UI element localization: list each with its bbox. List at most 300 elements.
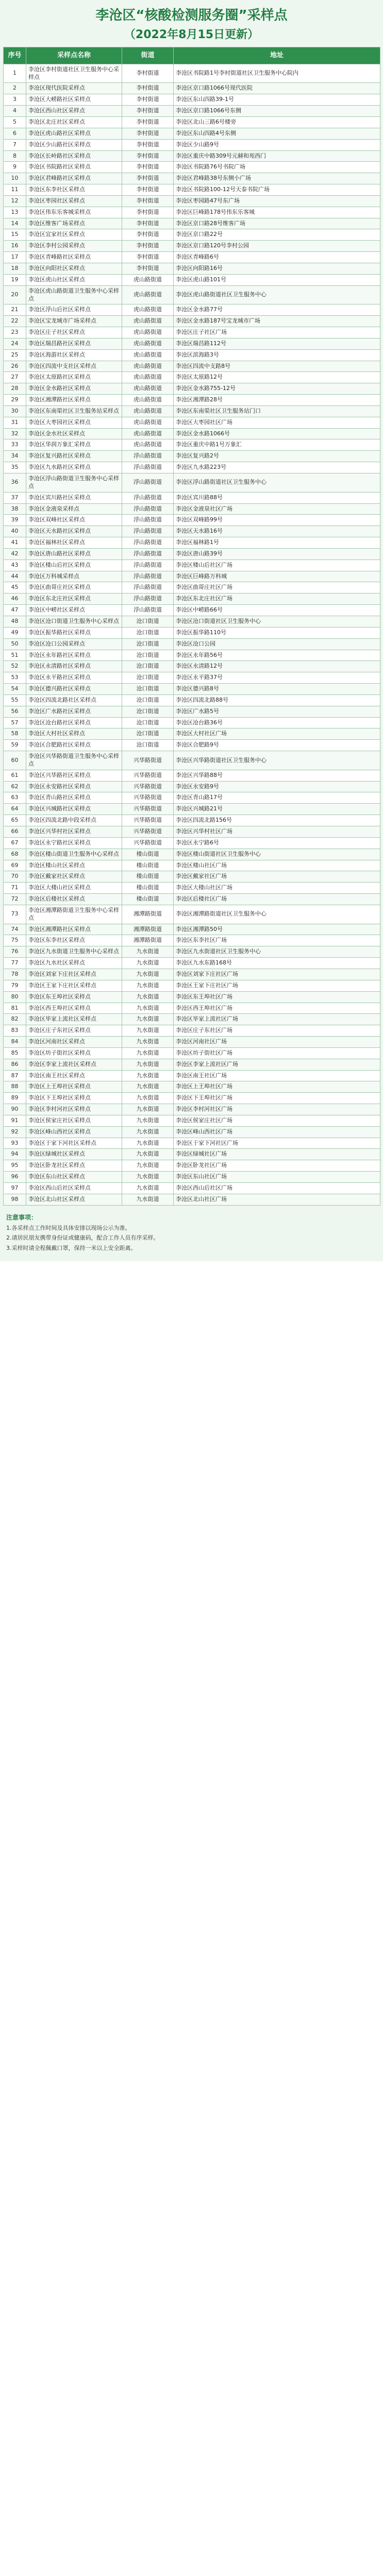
address: 李沧区卧龙社区广场 xyxy=(174,1160,380,1172)
site-name: 李沧区峰山西社区采样点 xyxy=(26,1126,122,1138)
row-number: 37 xyxy=(4,492,26,503)
street-name: 李村街道 xyxy=(122,252,174,263)
row-number: 14 xyxy=(4,218,26,229)
table-row xyxy=(4,1003,380,1014)
table-row xyxy=(4,694,380,706)
address: 李沧区书院路100-12号天泰书院广场 xyxy=(174,184,380,196)
table-row xyxy=(4,1149,380,1160)
row-number: 88 xyxy=(4,1081,26,1093)
site-name: 李沧区绿城社区采样点 xyxy=(26,1149,122,1160)
site-name: 李沧区枣园社区采样点 xyxy=(26,195,122,207)
site-name: 李沧区西山社区采样点 xyxy=(26,106,122,117)
table-row xyxy=(4,560,380,571)
table-row xyxy=(4,503,380,515)
address: 李沧区李家上流社区广场 xyxy=(174,1059,380,1070)
site-name: 李沧区东李社区采样点 xyxy=(26,935,122,946)
address: 李沧区金液泉社区广场 xyxy=(174,503,380,515)
address: 李沧区向阳路16号 xyxy=(174,263,380,274)
site-name: 李沧区永安路社区采样点 xyxy=(26,781,122,792)
street-name: 沧口街道 xyxy=(122,717,174,728)
table-row xyxy=(4,740,380,751)
street-name: 浮山路街道 xyxy=(122,451,174,462)
table-row xyxy=(4,139,380,150)
address: 李沧区虎山路街道社区卫生服务中心 xyxy=(174,285,380,304)
row-number: 72 xyxy=(4,894,26,905)
street-name: 兴华路街道 xyxy=(122,815,174,826)
row-number: 27 xyxy=(4,372,26,383)
address: 李沧区君峰路38号东侧小广场 xyxy=(174,173,380,184)
table-row xyxy=(4,605,380,616)
address: 李沧区广水路5号 xyxy=(174,706,380,717)
site-name: 李沧区永清路社区采样点 xyxy=(26,661,122,672)
table-row xyxy=(4,781,380,792)
table-row xyxy=(4,991,380,1003)
street-name: 虎山路街道 xyxy=(122,395,174,406)
site-name: 李沧区虎山路社区采样点 xyxy=(26,128,122,139)
site-name: 李沧区大楼山社区采样点 xyxy=(26,883,122,894)
site-name: 李沧区福林社区采样点 xyxy=(26,537,122,549)
table-row xyxy=(4,650,380,661)
row-number: 77 xyxy=(4,958,26,969)
address: 李沧区天水路16号 xyxy=(174,526,380,537)
row-number: 93 xyxy=(4,1138,26,1149)
street-name: 虎山路街道 xyxy=(122,304,174,316)
site-name: 李沧区上王埠社区采样点 xyxy=(26,1081,122,1093)
row-number: 6 xyxy=(4,128,26,139)
address: 李沧区京口路1066号现代医院 xyxy=(174,83,380,94)
row-number: 35 xyxy=(4,462,26,473)
street-name: 九水街道 xyxy=(122,1081,174,1093)
street-name: 李村街道 xyxy=(122,263,174,274)
table-row xyxy=(4,229,380,241)
address: 李沧区沧台路36号 xyxy=(174,717,380,728)
row-number: 52 xyxy=(4,661,26,672)
street-name: 李村街道 xyxy=(122,241,174,252)
note-line: 1.各采样点工作时间及具体安排以现场公示为准。 xyxy=(6,1224,131,1231)
row-number: 23 xyxy=(4,327,26,338)
table-row xyxy=(4,958,380,969)
address: 李沧区楼山街道社区卫生服务中心 xyxy=(174,849,380,860)
table-row xyxy=(4,582,380,594)
table-row xyxy=(4,117,380,128)
row-number: 71 xyxy=(4,883,26,894)
row-number: 62 xyxy=(4,781,26,792)
site-name: 李沧区现代医院采样点 xyxy=(26,83,122,94)
site-name: 李沧区兴华路街道卫生服务中心采样点 xyxy=(26,751,122,770)
address: 李沧区西王埠社区广场 xyxy=(174,1003,380,1014)
address: 李沧区巨峰路万科城 xyxy=(174,571,380,582)
site-name: 李沧区宝龙城市广场采样点 xyxy=(26,316,122,327)
row-number: 18 xyxy=(4,263,26,274)
row-number: 63 xyxy=(4,792,26,804)
street-name: 浮山路街道 xyxy=(122,560,174,571)
table-row xyxy=(4,316,380,327)
street-name: 浮山路街道 xyxy=(122,492,174,503)
street-name: 兴华路街道 xyxy=(122,751,174,770)
table-row xyxy=(4,451,380,462)
table-row xyxy=(4,980,380,991)
address: 李沧区复兴路2号 xyxy=(174,451,380,462)
site-name: 李沧区楼山街道卫生服务中心采样点 xyxy=(26,849,122,860)
site-name: 李沧区大村社区采样点 xyxy=(26,728,122,740)
street-name: 兴华路街道 xyxy=(122,837,174,849)
address: 李沧区湘潭路28号 xyxy=(174,395,380,406)
site-name: 李沧区德兴路社区采样点 xyxy=(26,684,122,695)
table-row xyxy=(4,594,380,605)
street-name: 九水街道 xyxy=(122,1138,174,1149)
site-name: 李沧区戴家社区采样点 xyxy=(26,871,122,883)
street-name: 沧口街道 xyxy=(122,661,174,672)
address: 李沧区四流中支路8号 xyxy=(174,361,380,372)
street-name: 李村街道 xyxy=(122,229,174,241)
street-name: 九水街道 xyxy=(122,1093,174,1104)
row-number: 28 xyxy=(4,383,26,395)
address: 李沧区峰山西社区广场 xyxy=(174,1126,380,1138)
address: 李沧区滨海路3号 xyxy=(174,349,380,361)
street-name: 浮山路街道 xyxy=(122,503,174,515)
table-row xyxy=(4,241,380,252)
site-name: 李沧区楼山社区采样点 xyxy=(26,860,122,871)
street-name: 九水街道 xyxy=(122,958,174,969)
address: 李沧区于家下河社区广场 xyxy=(174,1138,380,1149)
address: 李沧区北山三路6号楼旁 xyxy=(174,117,380,128)
address: 李沧区大楼山社区广场 xyxy=(174,883,380,894)
row-number: 74 xyxy=(4,924,26,935)
street-name: 浮山路街道 xyxy=(122,571,174,582)
row-number: 80 xyxy=(4,991,26,1003)
notes-lines xyxy=(6,1224,377,1253)
row-number: 38 xyxy=(4,503,26,515)
site-name: 李沧区东山社区采样点 xyxy=(26,1172,122,1183)
row-number: 81 xyxy=(4,1003,26,1014)
table-row xyxy=(4,1115,380,1126)
address: 李沧区北山社区广场 xyxy=(174,1194,380,1205)
row-number: 11 xyxy=(4,184,26,196)
table-row xyxy=(4,285,380,304)
row-number: 32 xyxy=(4,428,26,439)
row-number: 92 xyxy=(4,1126,26,1138)
row-number: 40 xyxy=(4,526,26,537)
street-name: 楼山街道 xyxy=(122,871,174,883)
address: 李沧区湘潭路50号 xyxy=(174,924,380,935)
table-row xyxy=(4,439,380,451)
row-number: 57 xyxy=(4,717,26,728)
table-row xyxy=(4,905,380,924)
street-name: 九水街道 xyxy=(122,1037,174,1048)
address: 李沧区青峰路6号 xyxy=(174,252,380,263)
address: 李沧区四流北路156号 xyxy=(174,815,380,826)
row-number: 55 xyxy=(4,694,26,706)
street-name: 九水街道 xyxy=(122,1149,174,1160)
table-row xyxy=(4,706,380,717)
site-name: 李沧区庄子社区采样点 xyxy=(26,327,122,338)
site-name: 李沧区四流中支社区采样点 xyxy=(26,361,122,372)
address: 李沧区兴华路街道社区卫生服务中心 xyxy=(174,751,380,770)
address: 李沧区青山路17号 xyxy=(174,792,380,804)
table-row xyxy=(4,515,380,526)
table-row xyxy=(4,218,380,229)
address: 李沧区浮山路街道社区卫生服务中心 xyxy=(174,473,380,493)
street-name: 浮山路街道 xyxy=(122,462,174,473)
address: 李沧区庄子东社区广场 xyxy=(174,1025,380,1037)
site-name: 李沧区金水社区采样点 xyxy=(26,428,122,439)
table-row xyxy=(4,83,380,94)
row-number: 78 xyxy=(4,969,26,980)
table-row xyxy=(4,1070,380,1081)
row-number: 75 xyxy=(4,935,26,946)
table-row xyxy=(4,894,380,905)
address: 李沧区重庆中路1号万象汇 xyxy=(174,439,380,451)
site-name: 李沧区青峰路社区采样点 xyxy=(26,252,122,263)
table-body xyxy=(4,64,380,1205)
address: 李沧区河南社区广场 xyxy=(174,1037,380,1048)
site-name: 李沧区湘潭路街道卫生服务中心采样点 xyxy=(26,905,122,924)
street-name: 李村街道 xyxy=(122,83,174,94)
street-name: 沧口街道 xyxy=(122,616,174,627)
row-number: 83 xyxy=(4,1025,26,1037)
street-name: 李村街道 xyxy=(122,173,174,184)
address: 李沧区京口路28号维客广场 xyxy=(174,218,380,229)
table-row xyxy=(4,1037,380,1048)
street-name: 九水街道 xyxy=(122,1059,174,1070)
row-number: 89 xyxy=(4,1093,26,1104)
address: 李沧区南王社区广场 xyxy=(174,1070,380,1081)
address: 李沧区京口路120号李村公园 xyxy=(174,241,380,252)
site-name: 李沧区大崂路社区采样点 xyxy=(26,94,122,106)
row-number: 44 xyxy=(4,571,26,582)
table-row xyxy=(4,946,380,958)
street-name: 楼山街道 xyxy=(122,894,174,905)
table-row xyxy=(4,128,380,139)
address: 李沧区虎山路101号 xyxy=(174,274,380,285)
table-row xyxy=(4,150,380,162)
site-name: 李沧区南王社区采样点 xyxy=(26,1070,122,1081)
site-name: 李沧区曲哥庄社区采样点 xyxy=(26,582,122,594)
row-number: 54 xyxy=(4,684,26,695)
table-row xyxy=(4,924,380,935)
address: 李沧区楼山后社区广场 xyxy=(174,560,380,571)
address: 李沧区李村河社区广场 xyxy=(174,1104,380,1115)
site-name: 李沧区华润万象汇采样点 xyxy=(26,439,122,451)
row-number: 94 xyxy=(4,1149,26,1160)
site-name: 李沧区于家下河社区采样点 xyxy=(26,1138,122,1149)
address: 李沧区枣园路47号东广场 xyxy=(174,195,380,207)
row-number: 95 xyxy=(4,1160,26,1172)
row-number: 1 xyxy=(4,64,26,83)
row-number: 70 xyxy=(4,871,26,883)
table-row xyxy=(4,94,380,106)
row-number: 91 xyxy=(4,1115,26,1126)
row-number: 69 xyxy=(4,860,26,871)
site-name: 李沧区后楼社区采样点 xyxy=(26,894,122,905)
row-number: 13 xyxy=(4,207,26,218)
address: 李沧区兴华路88号 xyxy=(174,770,380,781)
street-name: 九水街道 xyxy=(122,1047,174,1059)
title-block xyxy=(3,4,380,47)
street-name: 浮山路街道 xyxy=(122,473,174,493)
table-row xyxy=(4,728,380,740)
site-name: 李沧区永宁路社区采样点 xyxy=(26,837,122,849)
row-number: 98 xyxy=(4,1194,26,1205)
row-number: 90 xyxy=(4,1104,26,1115)
site-name: 李沧区永年路社区采样点 xyxy=(26,650,122,661)
table-row xyxy=(4,1014,380,1025)
table-row xyxy=(4,252,380,263)
street-name: 李村街道 xyxy=(122,218,174,229)
row-number: 15 xyxy=(4,229,26,241)
table-row xyxy=(4,173,380,184)
street-name: 九水街道 xyxy=(122,1104,174,1115)
table-row xyxy=(4,751,380,770)
address: 李沧区永清路12号 xyxy=(174,661,380,672)
row-number: 50 xyxy=(4,638,26,650)
street-name: 兴华路街道 xyxy=(122,770,174,781)
street-name: 九水街道 xyxy=(122,1115,174,1126)
row-number: 65 xyxy=(4,815,26,826)
table-row xyxy=(4,162,380,173)
site-name: 李沧区西王埠社区采样点 xyxy=(26,1003,122,1014)
row-number: 7 xyxy=(4,139,26,150)
row-number: 76 xyxy=(4,946,26,958)
site-name: 李沧区君峰路社区采样点 xyxy=(26,173,122,184)
table-row xyxy=(4,638,380,650)
table-row xyxy=(4,1081,380,1093)
site-name: 李沧区兴华路社区采样点 xyxy=(26,770,122,781)
street-name: 李村街道 xyxy=(122,64,174,83)
street-name: 湘潭路街道 xyxy=(122,905,174,924)
address: 李沧区永平路37号 xyxy=(174,672,380,684)
row-number: 5 xyxy=(4,117,26,128)
street-name: 李村街道 xyxy=(122,117,174,128)
street-name: 九水街道 xyxy=(122,969,174,980)
address: 李沧区巨峰路178号伟东乐客城 xyxy=(174,207,380,218)
street-name: 浮山路街道 xyxy=(122,526,174,537)
row-number: 33 xyxy=(4,439,26,451)
address: 李沧区湘潭路街道社区卫生服务中心 xyxy=(174,905,380,924)
street-name: 九水街道 xyxy=(122,1126,174,1138)
site-name: 李沧区广水路社区采样点 xyxy=(26,706,122,717)
address: 李沧区九水东路168号 xyxy=(174,958,380,969)
site-name: 李沧区书院路社区采样点 xyxy=(26,162,122,173)
address: 李沧区金水路1066号 xyxy=(174,428,380,439)
site-name: 李沧区沧口公园采样点 xyxy=(26,638,122,650)
row-number: 12 xyxy=(4,195,26,207)
site-name: 李沧区李家上流社区采样点 xyxy=(26,1059,122,1070)
street-name: 兴华路街道 xyxy=(122,826,174,838)
row-number: 8 xyxy=(4,150,26,162)
row-number: 59 xyxy=(4,740,26,751)
site-name: 李沧区金水路社区采样点 xyxy=(26,383,122,395)
column-header-address: 地址 xyxy=(174,47,380,64)
table-row xyxy=(4,428,380,439)
site-name: 李沧区楼山后社区采样点 xyxy=(26,560,122,571)
street-name: 楼山街道 xyxy=(122,883,174,894)
site-name: 李沧区北庄社区采样点 xyxy=(26,117,122,128)
address: 李沧区沧口公园 xyxy=(174,638,380,650)
street-name: 浮山路街道 xyxy=(122,537,174,549)
site-name: 李沧区李村河社区采样点 xyxy=(26,1104,122,1115)
row-number: 25 xyxy=(4,349,26,361)
row-number: 36 xyxy=(4,473,26,493)
address: 李沧区东王埠社区广场 xyxy=(174,991,380,1003)
street-name: 九水街道 xyxy=(122,1070,174,1081)
table-row xyxy=(4,883,380,894)
site-name: 李沧区金液泉采样点 xyxy=(26,503,122,515)
row-number: 10 xyxy=(4,173,26,184)
site-name: 李沧区中崂社区采样点 xyxy=(26,605,122,616)
table-row xyxy=(4,1126,380,1138)
address: 李沧区上王埠社区广场 xyxy=(174,1081,380,1093)
street-name: 沧口街道 xyxy=(122,650,174,661)
site-name: 李沧区东李社区采样点 xyxy=(26,184,122,196)
row-number: 34 xyxy=(4,451,26,462)
row-number: 96 xyxy=(4,1172,26,1183)
table-row xyxy=(4,1160,380,1172)
address: 李沧区九水街道社区卫生服务中心 xyxy=(174,946,380,958)
site-name: 李沧区合肥路社区采样点 xyxy=(26,740,122,751)
table-row xyxy=(4,492,380,503)
table-row xyxy=(4,571,380,582)
address: 李沧区后楼社区广场 xyxy=(174,894,380,905)
address: 李沧区唐山路39号 xyxy=(174,548,380,560)
row-number: 2 xyxy=(4,83,26,94)
address: 李沧区合肥路9号 xyxy=(174,740,380,751)
site-name: 李沧区少山路社区采样点 xyxy=(26,139,122,150)
row-number: 9 xyxy=(4,162,26,173)
street-name: 浮山路街道 xyxy=(122,582,174,594)
row-number: 19 xyxy=(4,274,26,285)
table-row xyxy=(4,717,380,728)
street-name: 虎山路街道 xyxy=(122,417,174,428)
street-name: 李村街道 xyxy=(122,150,174,162)
table-row xyxy=(4,1104,380,1115)
column-header-street: 街道 xyxy=(122,47,174,64)
site-name: 李沧区沧口街道卫生服务中心采样点 xyxy=(26,616,122,627)
site-name: 李沧区湘潭路社区采样点 xyxy=(26,395,122,406)
row-number: 30 xyxy=(4,405,26,417)
row-number: 73 xyxy=(4,905,26,924)
row-number: 85 xyxy=(4,1047,26,1059)
table-row xyxy=(4,383,380,395)
address: 李沧区庄子社区广场 xyxy=(174,327,380,338)
site-name: 李沧区宜家社区采样点 xyxy=(26,229,122,241)
table-row xyxy=(4,548,380,560)
site-name: 李沧区沧台路社区采样点 xyxy=(26,717,122,728)
site-name: 李沧区侯家庄社区采样点 xyxy=(26,1115,122,1126)
site-name: 李沧区伟东乐客城采样点 xyxy=(26,207,122,218)
row-number: 26 xyxy=(4,361,26,372)
street-name: 兴华路街道 xyxy=(122,792,174,804)
site-name: 李沧区东南渠社区卫生服务站采样点 xyxy=(26,405,122,417)
address: 李沧区王家下庄社区广场 xyxy=(174,980,380,991)
street-name: 沧口街道 xyxy=(122,706,174,717)
address: 李沧区东山四路39-1号 xyxy=(174,94,380,106)
site-name: 李沧区双峰社区采样点 xyxy=(26,515,122,526)
row-number: 60 xyxy=(4,751,26,770)
table-row xyxy=(4,1194,380,1205)
row-number: 56 xyxy=(4,706,26,717)
site-name: 李沧区兴华村社区采样点 xyxy=(26,826,122,838)
site-name: 李沧区下王埠社区采样点 xyxy=(26,1093,122,1104)
street-name: 浮山路街道 xyxy=(122,515,174,526)
row-number: 39 xyxy=(4,515,26,526)
site-name: 李沧区大枣园社区采样点 xyxy=(26,417,122,428)
site-name: 李沧区李村街道社区卫生服务中心采样点 xyxy=(26,64,122,83)
row-number: 79 xyxy=(4,980,26,991)
address: 李沧区坊子街社区广场 xyxy=(174,1047,380,1059)
site-name: 李沧区九水社区采样点 xyxy=(26,958,122,969)
page xyxy=(0,0,383,1261)
